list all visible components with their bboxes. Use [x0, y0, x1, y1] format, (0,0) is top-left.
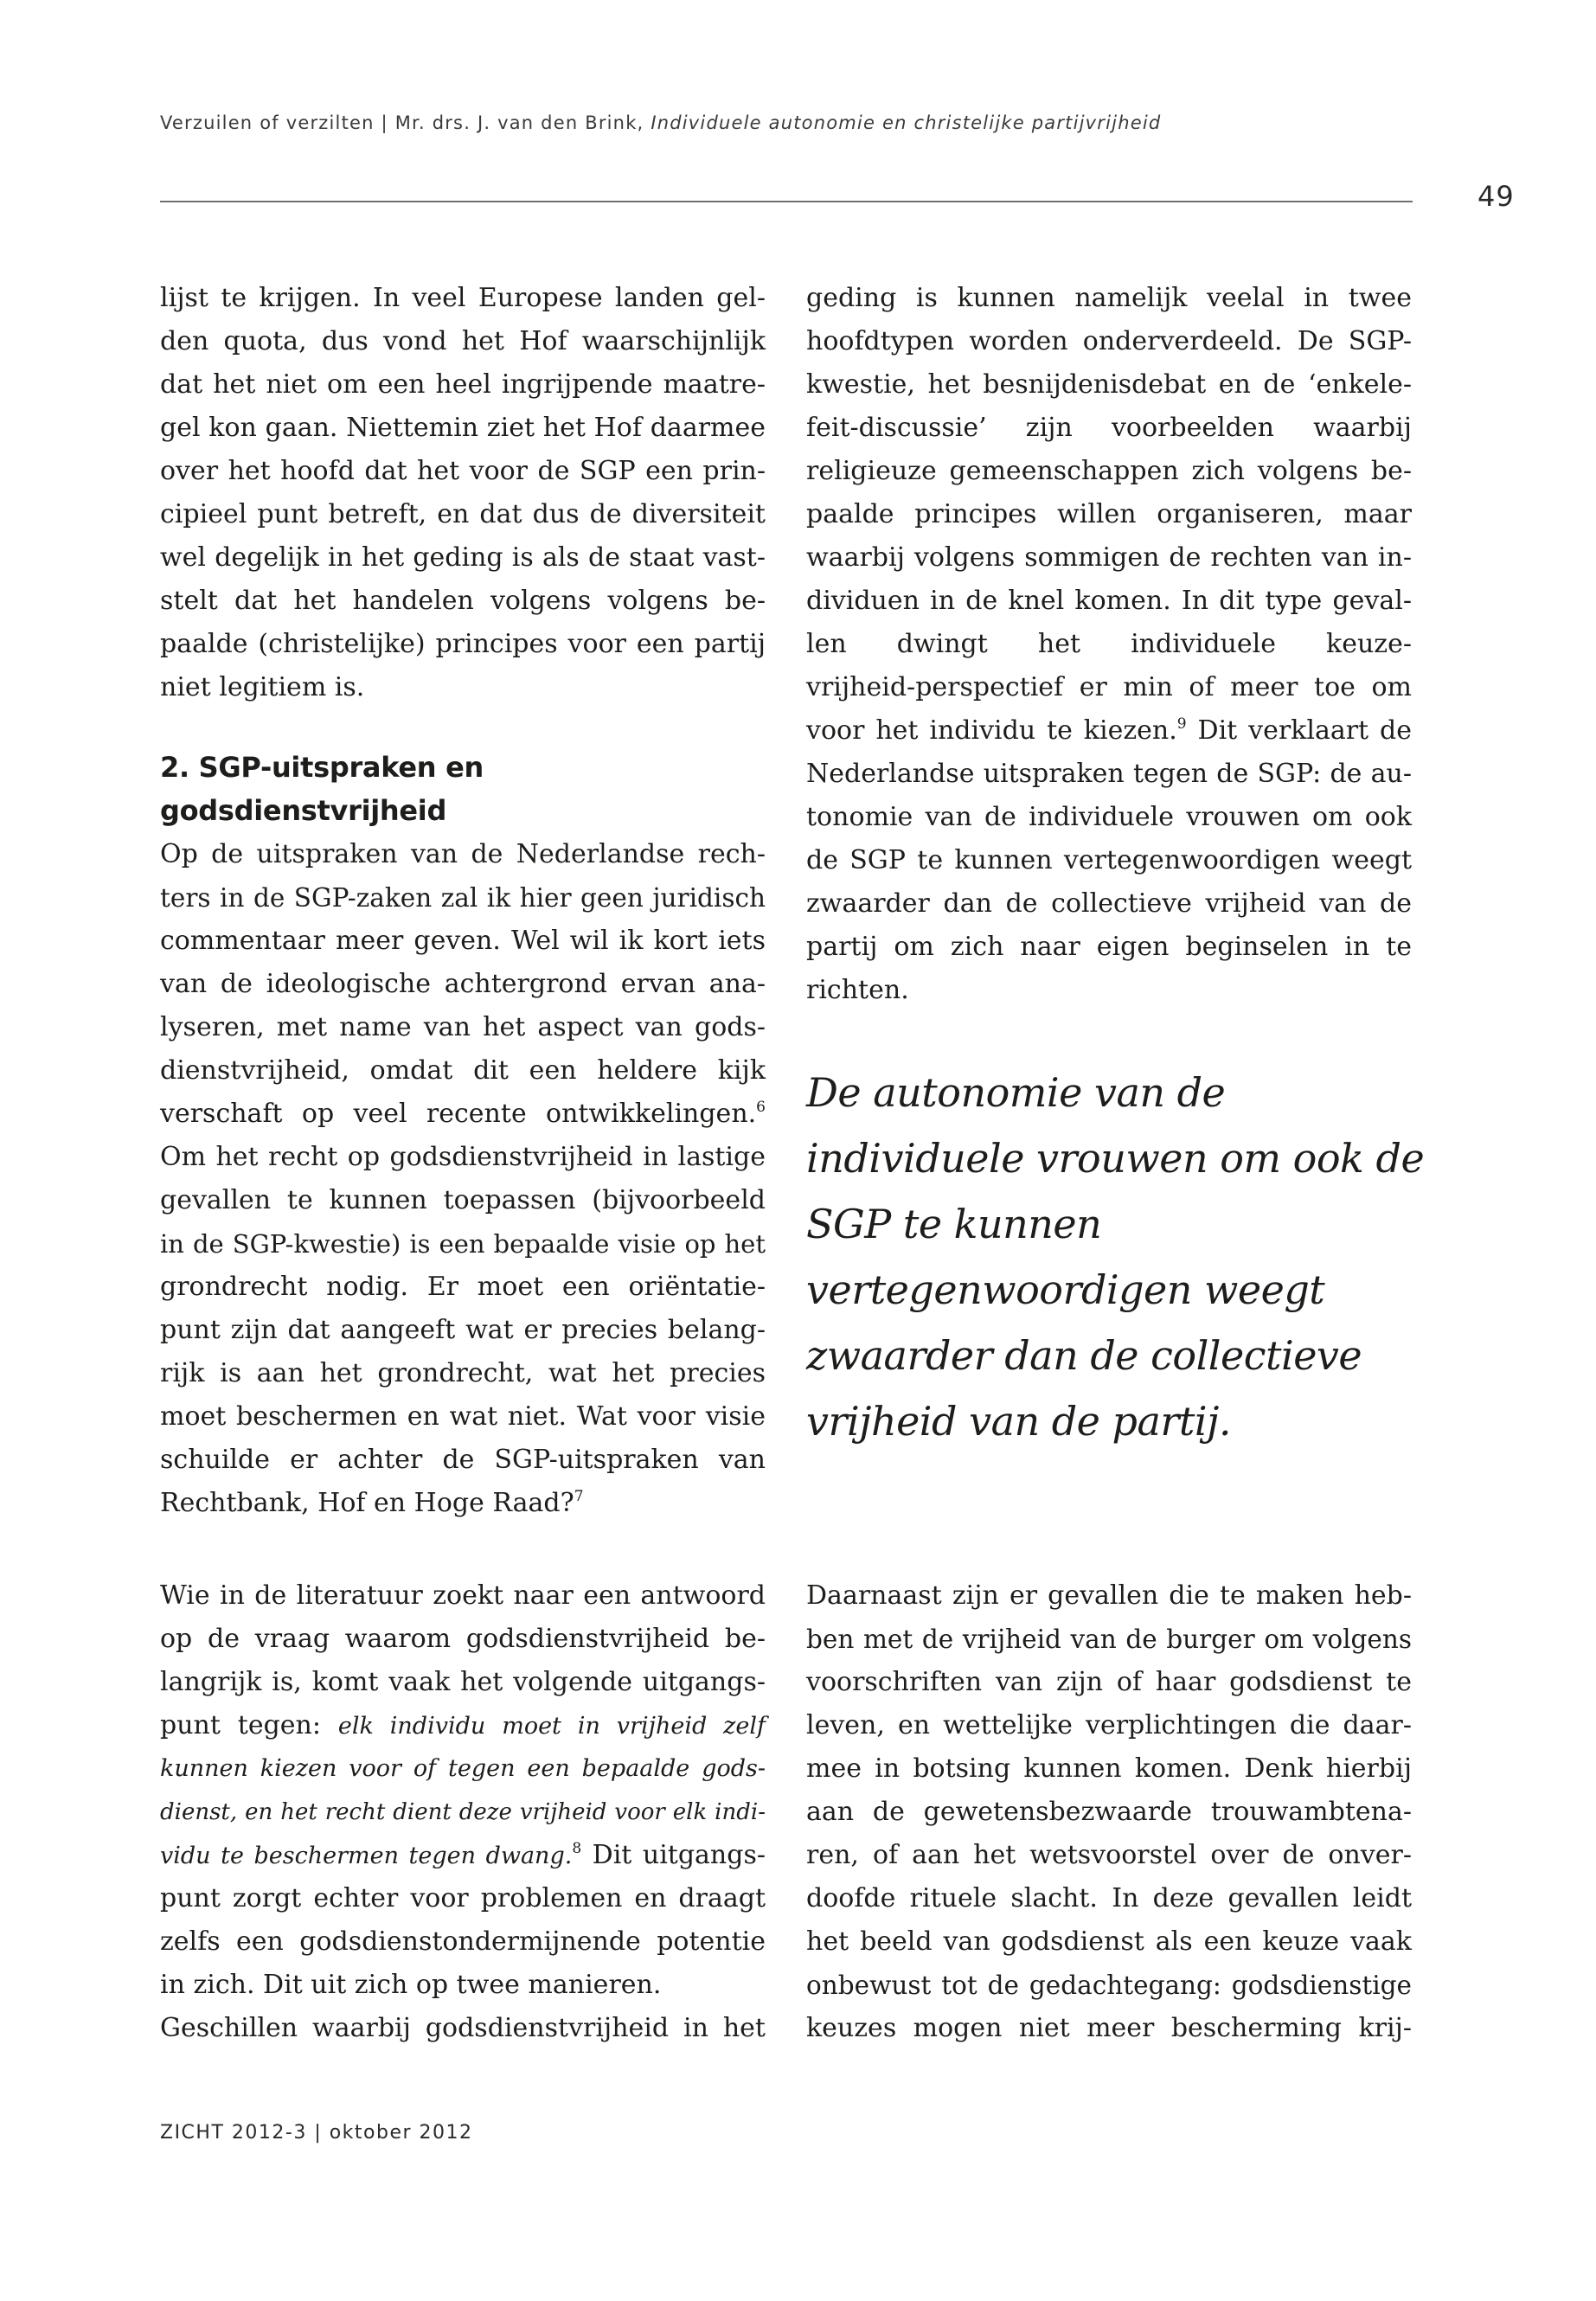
text-line: wel degelijk in het geding is als de staat vast-: [160, 542, 766, 573]
text-line: gel kon gaan. Niettemin ziet het Hof daarmee: [160, 413, 766, 443]
pull-quote-line: SGP te kunnen: [806, 1201, 1102, 1247]
text-span: verschaft op veel recente ontwikkelingen.: [160, 1099, 757, 1129]
text-line: lyseren, met name van het aspect van gods-: [160, 1012, 766, 1042]
text-line: zwaarder dan de collectieve vrijheid van de: [806, 888, 1412, 919]
quoted-principle: elk individu moet in vrijheid zelf: [337, 1713, 766, 1740]
text-line: dat het niet om een heel ingrijpende maatre-: [160, 369, 766, 400]
text-line: punt zorgt echter voor problemen en draagt: [160, 1883, 766, 1913]
text-line: over het hoofd dat het voor de SGP een prin-: [160, 456, 766, 486]
text-line: voorschriften van zijn of haar godsdienst te: [806, 1667, 1412, 1697]
text-line: paalde principes willen organiseren, maar: [806, 499, 1412, 529]
text-line: [160, 1093, 766, 1136]
text-line: niet legitiem is.: [160, 672, 365, 702]
running-head: [160, 112, 1161, 133]
text-line: lijst te krijgen. In veel Europese landen gel-: [160, 283, 766, 313]
text-line: ben met de vrijheid van de burger om volgens: [806, 1625, 1412, 1654]
text-span: voor het individu te kiezen.: [806, 715, 1177, 746]
footnote-ref: 6: [756, 1099, 766, 1116]
text-line: dienst, en het recht dient deze vrijheid voor elk indi-: [160, 1799, 766, 1825]
text-line: Daarnaast zijn er gevallen die te maken heb-: [806, 1580, 1412, 1611]
text-line: in de SGP-kwestie) is een bepaalde visie op het: [160, 1229, 766, 1259]
header-rule: [160, 201, 1413, 202]
text-span: Dit uitgangs-: [581, 1840, 766, 1870]
text-line: ren, of aan het wetsvoorstel over de onver-: [806, 1840, 1412, 1870]
text-line: religieuze gemeenschappen zich volgens be-: [806, 456, 1412, 486]
text-line: Geschillen waarbij godsdienstvrijheid in het: [160, 2013, 766, 2043]
text-line: [160, 1482, 766, 1525]
text-line: kunnen kiezen voor of tegen een bepaalde gods-: [160, 1755, 766, 1782]
text-line: gevallen te kunnen toepassen (bijvoorbeeld: [160, 1185, 766, 1215]
text-line: schuilde er achter de SGP-uitspraken van: [160, 1445, 766, 1475]
footer: ZICHT 2012-3 | oktober 2012: [160, 2122, 473, 2144]
pull-quote-line: vrijheid van de partij.: [806, 1398, 1231, 1445]
text-line: Om het recht op godsdienstvrijheid in lastige: [160, 1142, 766, 1172]
text-line: van de ideologische achtergrond ervan ana-: [160, 969, 766, 999]
pull-quote-line: De autonomie van de: [806, 1069, 1226, 1116]
text-line: ters in de SGP-zaken zal ik hier geen juridisch: [160, 883, 766, 913]
text-span: Rechtbank, Hof en Hoge Raad?: [160, 1488, 574, 1518]
pull-quote-line: vertegenwoordigen weegt: [806, 1266, 1325, 1313]
text-line: mee in botsing kunnen komen. Denk hierbij: [806, 1753, 1412, 1784]
footnote-ref: 7: [574, 1488, 584, 1505]
text-line: den quota, dus vond het Hof waarschijnlijk: [160, 326, 766, 356]
text-line: stelt dat het handelen volgens volgens be-: [160, 586, 766, 616]
text-line: dienstvrijheid, omdat dit een heldere kijk: [160, 1055, 766, 1086]
text-line: Wie in de literatuur zoekt naar een antwoord: [160, 1580, 766, 1611]
text-line: [160, 1704, 766, 1747]
text-line: geding is kunnen namelijk veelal in twee: [806, 283, 1412, 313]
separator: |: [381, 112, 388, 133]
text-line: doofde rituele slacht. In deze gevallen leidt: [806, 1883, 1412, 1913]
text-line: [160, 1834, 766, 1877]
text-line: Op de uitspraken van de Nederlandse rech-: [160, 839, 766, 869]
text-line: partij om zich naar eigen beginselen in te: [806, 932, 1412, 962]
text-line: op de vraag waarom godsdienstvrijheid be-: [160, 1624, 766, 1654]
text-line: paalde (christelijke) principes voor een partij: [160, 629, 766, 659]
text-line: cipieel punt betreft, en dat dus de diversiteit: [160, 499, 766, 529]
text-line: dividuen in de knel komen. In dit type geval-: [806, 586, 1412, 616]
author-name: Mr. drs. J. van den Brink,: [394, 112, 644, 133]
journal-title: Verzuilen of verzilten: [160, 112, 375, 133]
text-span: Dit verklaart de: [1186, 715, 1412, 746]
page-number: 49: [1477, 180, 1515, 213]
text-span: punt tegen:: [160, 1710, 338, 1740]
text-line: richten.: [806, 975, 909, 1005]
footnote-ref: 8: [572, 1840, 582, 1857]
text-line: Nederlandse uitspraken tegen de SGP: de au-: [806, 759, 1412, 789]
section-heading: 2. SGP-uitspraken en: [160, 751, 484, 784]
pull-quote-line: zwaarder dan de collectieve: [806, 1332, 1362, 1379]
text-line: aan de gewetensbezwaarde trouwambtena-: [806, 1797, 1412, 1827]
text-line: keuzes mogen niet meer bescherming krij-: [806, 2013, 1412, 2043]
text-line: kwestie, het besnijdenisdebat en de ‘enkele-: [806, 369, 1412, 400]
text-line: tonomie van de individuele vrouwen om ook: [806, 802, 1412, 832]
text-line: leven, en wettelijke verplichtingen die daar-: [806, 1710, 1412, 1740]
text-line: commentaar meer geven. Wel wil ik kort iets: [160, 926, 766, 956]
footnote-ref: 9: [1176, 715, 1187, 733]
text-line: waarbij volgens sommigen de rechten van in-: [806, 542, 1412, 573]
quoted-principle: vidu te beschermen tegen dwang.: [160, 1843, 573, 1869]
text-line: in zich. Dit uit zich op twee manieren.: [160, 1970, 662, 2000]
text-line: rijk is aan het grondrecht, wat het precies: [160, 1358, 766, 1388]
article-title: Individuele autonomie en christelijke partijvrijheid: [651, 112, 1162, 133]
text-line: moet beschermen en wat niet. Wat voor visie: [160, 1401, 766, 1432]
text-line: grondrecht nodig. Er moet een oriëntatie-: [160, 1272, 766, 1302]
text-line: [806, 709, 1412, 753]
text-line: feit-discussie’ zijn voorbeelden waarbij: [806, 413, 1412, 443]
text-line: vrijheid-perspectief er min of meer toe om: [806, 672, 1412, 702]
text-line: zelfs een godsdienstondermijnende potentie: [160, 1926, 766, 1957]
text-line: het beeld van godsdienst als een keuze vaak: [806, 1926, 1412, 1957]
text-line: de SGP te kunnen vertegenwoordigen weegt: [806, 845, 1412, 875]
section-heading: godsdienstvrijheid: [160, 794, 447, 827]
text-line: len dwingt het individuele keuze-: [806, 629, 1412, 659]
pull-quote-line: individuele vrouwen om ook de: [806, 1135, 1425, 1182]
text-line: langrijk is, komt vaak het volgende uitgangs-: [160, 1667, 766, 1697]
text-line: onbewust tot de gedachtegang: godsdienstige: [806, 1971, 1412, 2000]
text-line: punt zijn dat aangeeft wat er precies belang-: [160, 1315, 766, 1345]
text-line: hoofdtypen worden onderverdeeld. De SGP-: [806, 326, 1412, 356]
